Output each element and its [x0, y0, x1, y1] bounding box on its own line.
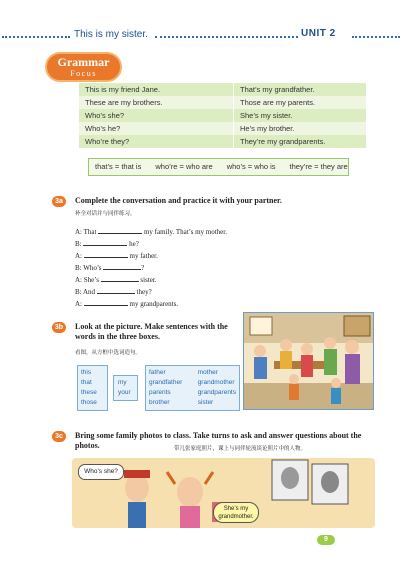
exercise-3a-instruction-cn: 补全对话并与同伴练习。 [75, 211, 136, 217]
exercise-3b-instruction: Look at the picture. Make sentences with the words in the three boxes. [75, 322, 228, 341]
word: this [81, 369, 92, 376]
word: sister [197, 399, 214, 406]
dialogue-prefix: B: [75, 240, 82, 248]
contractions-box [88, 158, 349, 176]
page-number: 9 [317, 535, 335, 545]
word-box-3 [145, 365, 240, 411]
dialogue-suffix: my family. That’s my mother. [143, 228, 227, 236]
exercise-3a-badge: 3a [52, 196, 66, 207]
blank-field[interactable] [84, 297, 128, 306]
table-cell: They’re my grandparents. [234, 135, 367, 148]
table-cell: Those are my parents. [234, 96, 367, 109]
contraction: that’s = that is [95, 162, 142, 171]
blank-field[interactable] [83, 237, 127, 246]
table-cell: Who’re they? [79, 135, 234, 148]
table-cell: She’s my sister. [234, 109, 367, 122]
lesson-title: This is my sister. [74, 29, 148, 40]
word: that [81, 379, 92, 386]
dialogue-suffix: they? [136, 288, 152, 296]
table-cell: That’s my grandfather. [234, 83, 367, 96]
grammar-focus-badge [45, 52, 122, 82]
table-row [79, 135, 366, 148]
dialogue-prefix: A: She’s [75, 276, 99, 284]
table-row [79, 83, 366, 96]
blank-field[interactable] [103, 261, 141, 270]
exercise-3c-instruction: Bring some family photos to class. Take turns to ask and answer questions about the photos. [75, 431, 362, 450]
word-box-1 [77, 365, 108, 411]
table-cell: Who’s she? [79, 109, 234, 122]
table-cell: Who’s he? [79, 122, 234, 135]
header-dots-mid [155, 36, 298, 38]
word: my [118, 379, 127, 386]
dialogue-suffix: he? [129, 240, 139, 248]
exercise-3c-instruction-cn: 带几张家庭照片，课上与同伴轮流谈论照片中的人物。 [174, 446, 307, 452]
dialogue-prefix: A: [75, 252, 82, 260]
table-row [79, 96, 366, 109]
word: these [81, 389, 97, 396]
word: those [81, 399, 97, 406]
speech-bubble-answer: She’s my grandmother. [213, 502, 259, 523]
dialogue-prefix: A: [75, 300, 82, 308]
dialogue-suffix: my grandparents. [129, 300, 179, 308]
grammar-table [79, 83, 366, 148]
exercise-3a-instruction: Complete the conversation and practice it with your partner. [75, 196, 282, 205]
word: parents [149, 389, 171, 396]
header-dots-right [352, 36, 400, 38]
unit-label: UNIT 2 [301, 28, 336, 39]
table-cell: These are my brothers. [79, 96, 234, 109]
word: grandmother [197, 379, 235, 386]
dialogue-prefix: A: That [75, 228, 97, 236]
dialogue-suffix: ? [141, 264, 145, 272]
header-dots-left [2, 36, 70, 38]
dialogue-prefix: B: And [75, 288, 96, 296]
table-row [79, 122, 366, 135]
exercise-3c-badge: 3c [52, 431, 66, 442]
word: grandparents [197, 389, 236, 396]
blank-field[interactable] [97, 285, 135, 294]
grammar-focus-title: Grammar [57, 55, 110, 69]
exercise-3b-badge: 3b [52, 322, 66, 333]
dialogue-suffix: my father. [129, 252, 158, 260]
dialogue-line [75, 297, 178, 311]
table-cell: This is my friend Jane. [79, 83, 234, 96]
speech-bubble-question: Who’s she? [78, 464, 124, 480]
table-cell: He’s my brother. [234, 122, 367, 135]
table-row [79, 109, 366, 122]
contraction: who’re = who are [155, 162, 213, 171]
word: your [118, 389, 131, 396]
contraction: they’re = they are [289, 162, 348, 171]
word: grandfather [149, 379, 183, 386]
word: father [149, 369, 166, 376]
blank-field[interactable] [98, 225, 142, 234]
dialogue-prefix: B: Who’s [75, 264, 102, 272]
word-box-2 [113, 375, 138, 401]
blank-field[interactable] [84, 249, 128, 258]
contraction: who’s = who is [226, 162, 276, 171]
word: mother [197, 369, 218, 376]
grammar-focus-subtitle: Focus [70, 69, 97, 78]
dialogue-suffix: sister. [140, 276, 157, 284]
blank-field[interactable] [101, 273, 139, 282]
family-party-illustration [243, 312, 374, 410]
exercise-3b-instruction-cn: 看图，从方框中选词造句。 [75, 350, 142, 356]
word: brother [149, 399, 170, 406]
family-party-illustration-svg [244, 313, 374, 410]
